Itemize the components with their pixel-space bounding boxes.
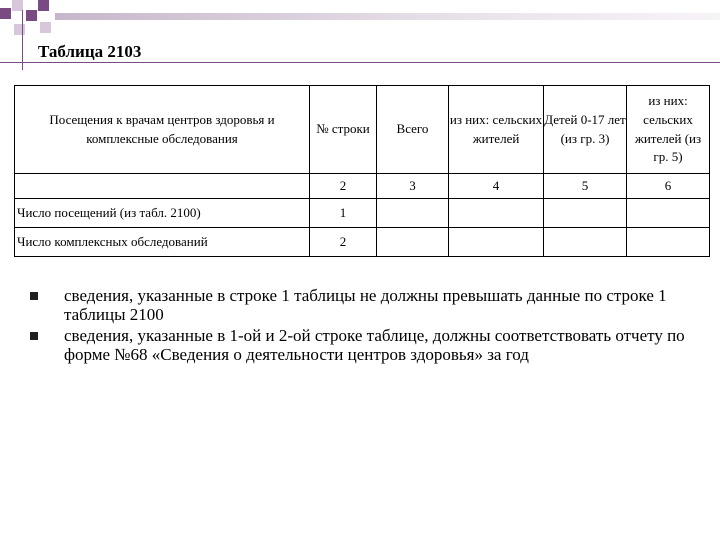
colnum-cell-1: 2 xyxy=(310,174,377,199)
header-cell-4: Детей 0-17 лет (из гр. 3) xyxy=(544,86,627,174)
row-label: Число посещений (из табл. 2100) xyxy=(15,199,310,228)
note-text: сведения, указанные в 1-ой и 2-ой строке таблице, должны соответствовать отчету по форме №68 «Сведения о деятельности центров здоровья» за год xyxy=(64,326,685,365)
header-cell-1: № строки xyxy=(310,86,377,174)
notes-list xyxy=(30,286,690,366)
colnum-cell-0 xyxy=(15,174,310,199)
header-cell-0: Посещения к врачам центров здоровья и комплексные обследования xyxy=(15,86,310,174)
square-bullet-icon xyxy=(30,292,38,300)
table-header-row xyxy=(15,86,710,174)
header-cell-3: из них: сельских жителей xyxy=(449,86,544,174)
report-table xyxy=(14,85,710,257)
value-cell[interactable] xyxy=(627,199,710,228)
header-cell-5: из них: сельских жителей (из гр. 5) xyxy=(627,86,710,174)
colnum-cell-4: 5 xyxy=(544,174,627,199)
column-numbers-row xyxy=(15,174,710,199)
row-label: Число комплексных обследований xyxy=(15,228,310,257)
row-line-number: 2 xyxy=(310,228,377,257)
note-item xyxy=(30,286,690,324)
row-line-number: 1 xyxy=(310,199,377,228)
value-cell[interactable] xyxy=(449,228,544,257)
value-cell[interactable] xyxy=(544,228,627,257)
colnum-cell-5: 6 xyxy=(627,174,710,199)
colnum-cell-3: 4 xyxy=(449,174,544,199)
value-cell[interactable] xyxy=(449,199,544,228)
note-text: сведения, указанные в строке 1 таблицы не должны превышать данные по строке 1 таблицы 2100 xyxy=(64,286,667,325)
square-bullet-icon xyxy=(30,332,38,340)
decorative-squares xyxy=(0,0,60,40)
decorative-bar xyxy=(55,13,720,20)
value-cell[interactable] xyxy=(627,228,710,257)
value-cell[interactable] xyxy=(544,199,627,228)
value-cell[interactable] xyxy=(377,228,449,257)
value-cell[interactable] xyxy=(377,199,449,228)
header-cell-2: Всего xyxy=(377,86,449,174)
decorative-vertical-line xyxy=(22,10,23,70)
table-title: Таблица 2103 xyxy=(38,42,142,61)
table-row xyxy=(15,228,710,257)
colnum-cell-2: 3 xyxy=(377,174,449,199)
note-item xyxy=(30,326,690,364)
decorative-divider xyxy=(0,62,720,63)
table-row xyxy=(15,199,710,228)
